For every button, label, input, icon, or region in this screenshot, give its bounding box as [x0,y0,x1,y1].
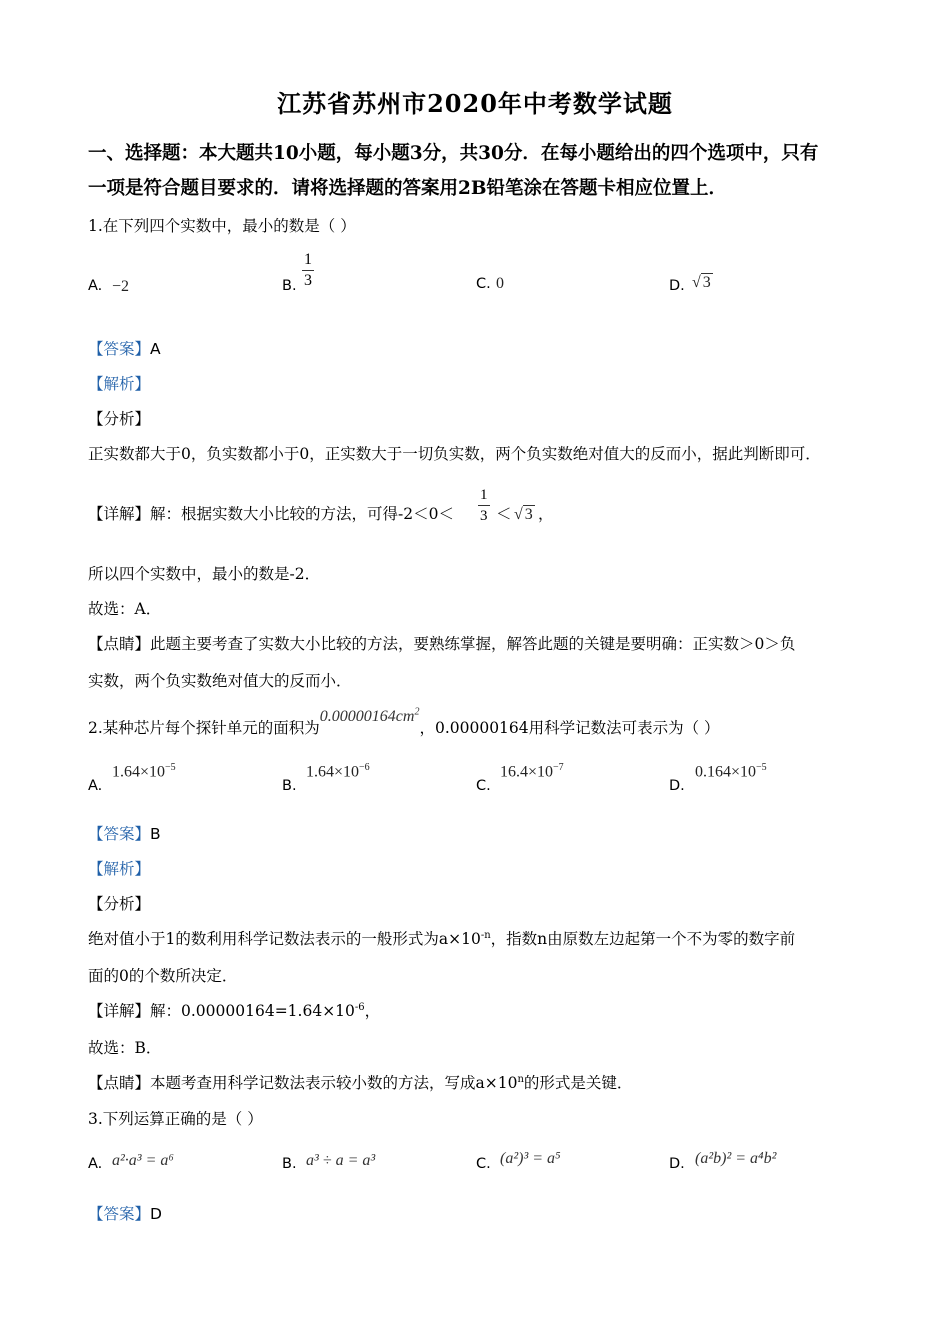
q3-option-c-expr: (a²)³ = a⁵ [500,1150,561,1167]
q1-dianjing-cont: 实数，两个负实数绝对值大的反而小． [88,672,352,690]
exponent: −7 [553,762,564,773]
area-value-text: 0.00000164cm [319,708,415,725]
answer-value: D [150,1205,162,1223]
q1-jiexi [88,372,150,394]
xiangjie-label: 【详解】 [88,1002,151,1020]
q1-option-b-fraction [302,250,314,291]
jiexi-label: 【解析】 [88,375,151,393]
mantissa: 16.4×10 [500,763,554,781]
q1-answer [88,337,161,359]
dianjing-label: 【点睛】 [88,635,151,653]
exponent: −5 [756,762,767,773]
answer-label: 【答案】 [88,1205,151,1223]
q1-choose: 故选：A． [88,600,162,618]
q1-conclusion: 所以四个实数中，最小的数是-2． [88,565,321,583]
dianjing-text-cont: 的形式是关键． [523,1074,633,1092]
exponent: -6 [354,1001,365,1013]
fraction-denominator: 3 [480,508,488,524]
fraction-denominator: 3 [304,272,312,289]
dianjing-label: 【点睛】 [88,1074,151,1092]
answer-label: 【答案】 [88,340,151,358]
q3-option-c-label: C. [476,1156,491,1172]
xiangjie-text: 解：根据实数大小比较的方法，可得-2＜0＜ [150,505,454,523]
q2-option-a-label: A. [88,778,103,794]
xiangjie-text: 解：0.00000164=1.64×10 [150,1002,355,1020]
xiangjie-sqrt: √ 3 [514,506,533,523]
jiexi-label: 【解析】 [88,860,151,878]
mantissa: 1.64×10 [112,763,166,781]
q2-option-a-value [112,762,176,781]
fenxi-text-cont: ，指数n由原数左边起第一个不为零的数字前 [490,930,796,948]
q2-option-b-label: B. [282,778,297,794]
q2-stem-suffix: ，0.00000164用科学记数法可表示为（ ） [419,719,720,737]
q2-fenxi-label: 【分析】 [88,895,151,913]
exponent: n [517,1073,524,1085]
q1-fenxi-text: 正实数都大于0，负实数都小于0，正实数大于一切负实数，两个负实数绝对值大的反而小，据此判断即可． [88,445,821,463]
xiangjie-comma: ， [364,1002,381,1020]
q2-fenxi-text-2: 面的0的个数所决定． [88,967,238,985]
page-title: 江苏省苏州市2020年中考数学试题 [277,89,673,118]
q3-option-b-label: B. [282,1156,297,1172]
fraction-numerator: 1 [478,485,490,506]
q3-stem: 3.下列运算正确的是（ ） [88,1110,263,1128]
section-heading-line-1: 一、选择题：本大题共10小题，每小题3分，共30分．在每小题给出的四个选项中，只有 [88,143,819,164]
q1-option-a-label: A. [88,278,103,294]
q2-area-value: $0.00000164cm^2$ [319,706,420,725]
xiangjie-comma: ， [538,505,554,523]
q2-option-c-label: C. [476,778,491,794]
dianjing-text: 此题主要考查了实数大小比较的方法，要熟练掌握，解答此题的关键是要明确：正实数＞0＞负 [150,635,796,653]
dianjing-text: 本题考查用科学记数法表示较小数的方法，写成a×10 [150,1074,518,1092]
section-heading-line-2: 一项是符合题目要求的．请将选择题的答案用2B铅笔涂在答题卡相应位置上． [88,178,728,199]
exponent: −5 [165,762,176,773]
answer-value: B [150,825,161,843]
q3-option-d-expr: (a²b)² = a⁴b² [695,1150,777,1167]
q3-option-a-expr: a²·a³ = a⁶ [112,1152,174,1169]
q1-xiangjie [88,502,454,524]
q2-option-d-label: D. [669,778,685,794]
mantissa: 1.64×10 [306,763,360,781]
q2-option-c-value [500,762,564,781]
fraction-numerator: 1 [302,250,314,271]
q3-option-a-label: A. [88,1156,103,1172]
q1-option-d-sqrt: √ 3 [692,274,711,291]
q2-choose: 故选：B． [88,1039,162,1057]
xiangjie-fraction [478,485,490,526]
q1-stem: 1.在下列四个实数中，最小的数是（ ） [88,217,356,235]
q1-fenxi-label: 【分析】 [88,410,151,428]
q1-dianjing [88,632,795,654]
answer-label: 【答案】 [88,825,151,843]
q2-stem-prefix: 2.某种芯片每个探针单元的面积为 [88,719,320,737]
fenxi-text: 绝对值小于1的数利用科学记数法表示的一般形式为a×10 [88,930,481,948]
q1-option-c-label: C. [476,276,491,292]
q2-answer [88,822,161,844]
q2-xiangjie [88,999,380,1021]
q2-option-b-value [306,762,370,781]
answer-value: A [150,340,161,358]
exponent: −6 [359,762,370,773]
radicand: 3 [702,274,711,291]
q2-dianjing [88,1071,632,1093]
q3-answer [88,1202,162,1224]
mantissa: 0.164×10 [695,763,757,781]
q2-jiexi [88,857,150,879]
q2-fenxi-text-1 [88,927,795,949]
q1-option-a-value: −2 [112,278,130,295]
xiangjie-label: 【详解】 [88,505,151,523]
q1-option-d-label: D. [669,278,685,294]
q3-option-d-label: D. [669,1156,685,1172]
q1-option-b-label: B. [282,278,297,294]
q2-stem [88,706,720,738]
q1-option-c-value: 0 [496,275,504,292]
exponent: -n [480,929,491,941]
q3-option-b-expr: a³ ÷ a = a³ [306,1152,376,1169]
radicand: 3 [524,506,533,523]
q2-option-d-value [695,762,767,781]
xiangjie-lt: ＜ [496,505,512,523]
